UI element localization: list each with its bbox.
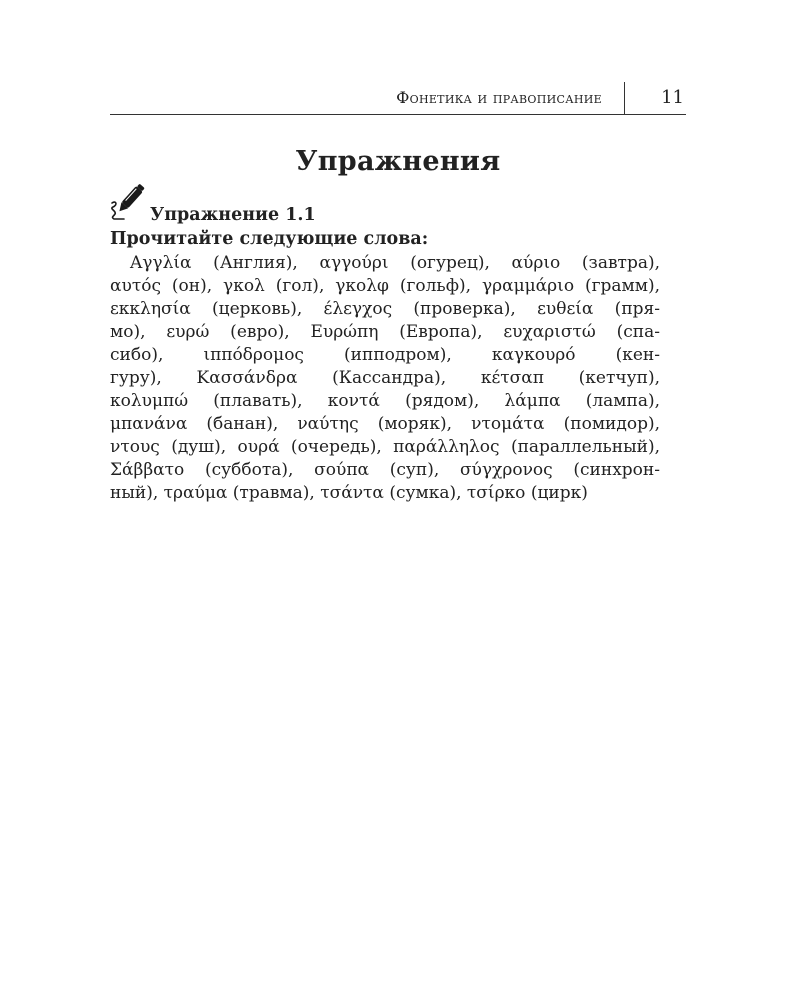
exercise-line: αυτός (он), γκολ (гол), γκολφ (гольф), γραμμάριο (грамм), [110, 276, 660, 296]
header-divider [624, 82, 626, 114]
exercise-line: εκκλησία (церковь), έλεγχος (проверка), ευθεία (пря- [110, 299, 660, 319]
exercise-line: Αγγλία (Англия), αγγούρι (огурец), αύριο (завтра), [130, 253, 660, 273]
exercise-body [110, 252, 660, 505]
exercise-line: гуру), Κασσάνδρα (Кассандра), κέτσαπ (кетчуп), [110, 368, 660, 388]
exercise-line: κολυμπώ (плавать), κοντά (рядом), λάμπα (лампа), [110, 391, 660, 411]
exercise-instruction: Прочитайте следующие слова: [110, 229, 429, 249]
running-title: Фонетика и правописание [396, 88, 602, 107]
section-title: Упражнения [295, 146, 501, 177]
exercise-line: μπανάνα (банан), ναύτης (моряк), ντομάτα (помидор), [110, 414, 660, 434]
exercise-line: ντους (душ), ουρά (очередь), παράλληλος (параллельный), [110, 437, 660, 457]
exercise-line: сибо), ιππόδρομος (ипподром), καγκουρό (кен- [110, 345, 660, 365]
pen-writing-icon [110, 183, 152, 223]
exercise-line: ный), τραύμα (травма), τσάντα (сумка), τσίρκο (цирк) [110, 483, 588, 503]
running-header [110, 78, 686, 115]
exercise-line: мо), ευρώ (евро), Ευρώπη (Европа), ευχαριστώ (спа- [110, 322, 660, 342]
page-number: 11 [661, 87, 684, 108]
exercise-line: Σάββατο (суббота), σούπα (суп), σύγχρονος (синхрон- [110, 460, 660, 480]
exercise-number: Упражнение 1.1 [150, 205, 316, 225]
